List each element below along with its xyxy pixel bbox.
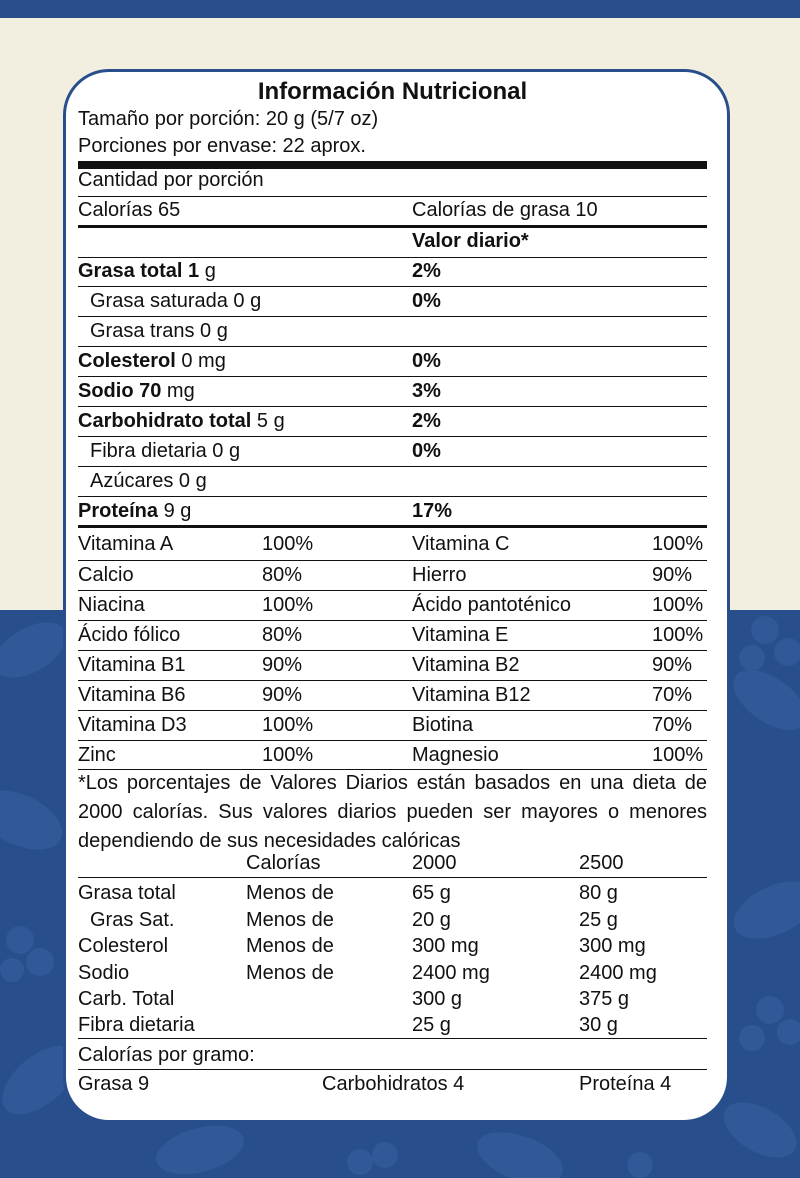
rule (78, 1038, 707, 1039)
vitamin-name: Vitamina B12 (412, 684, 531, 706)
nutrient-cholesterol-rest: 0 mg (175, 350, 226, 372)
rule-thick (78, 225, 707, 228)
nutrient-protein-bold: Proteína (78, 500, 159, 522)
vitamin-name: Ácido pantoténico (412, 594, 572, 616)
daily-value-header: Valor diario* (412, 230, 529, 252)
nutrient-sat-fat-dv: 0% (412, 290, 441, 312)
rule (78, 346, 707, 347)
vitamin-value: 100% (652, 624, 704, 646)
nutrient-fat-dv: 2% (412, 260, 441, 282)
vitamin-name: Calcio (78, 564, 134, 586)
reference-row-2000: 300 mg (412, 935, 479, 957)
vitamin-name: Vitamina A (78, 533, 174, 555)
reference-row-2000: 300 g (412, 988, 463, 1010)
vitamin-name: Niacina (78, 594, 145, 616)
nutrient-protein-rest: 9 g (158, 500, 192, 522)
nutrient-sugars: Azúcares 0 g (90, 470, 207, 492)
calories-per-gram-carbs: Carbohidratos 4 (322, 1073, 465, 1095)
nutrient-cholesterol-bold: Colesterol (78, 350, 176, 372)
reference-row-2500: 80 g (579, 882, 618, 904)
vitamin-name: Vitamina C (412, 533, 510, 555)
nutrient-sodium (78, 380, 195, 402)
rule (78, 1069, 707, 1070)
calories-per-gram-fat: Grasa 9 (78, 1073, 150, 1095)
reference-row-2500: 25 g (579, 909, 618, 931)
serving-size: Tamaño por porción: 20 g (5/7 oz) (78, 108, 379, 130)
vitamin-value: 100% (262, 594, 314, 616)
vitamin-value: 100% (262, 744, 314, 766)
vitamin-value: 100% (652, 533, 704, 555)
vitamin-value: 80% (262, 564, 303, 586)
rule (78, 710, 707, 711)
nutrient-carbs-bold: Carbohidrato total (78, 410, 252, 432)
reference-row-2500: 375 g (579, 988, 630, 1010)
vitamin-name: Vitamina E (412, 624, 509, 646)
nutrient-carbs (78, 410, 285, 432)
rule (78, 316, 707, 317)
vitamin-value: 100% (262, 714, 314, 736)
vitamin-value: 90% (262, 684, 303, 706)
vitamin-name: Vitamina D3 (78, 714, 187, 736)
nutrition-table (78, 72, 707, 1120)
rule (78, 496, 707, 497)
nutrient-sat-fat: Grasa saturada 0 g (90, 290, 262, 312)
rule (78, 877, 707, 878)
nutrient-sodium-bold: Sodio 70 (78, 380, 162, 402)
servings-per-container: Porciones por envase: 22 aprox. (78, 135, 366, 157)
reference-row-2500: 2400 mg (579, 962, 657, 984)
calories-per-gram-protein: Proteína 4 (579, 1073, 672, 1095)
reference-header-2500: 2500 (579, 852, 624, 874)
nutrient-cholesterol-dv: 0% (412, 350, 441, 372)
vitamin-value: 100% (652, 594, 704, 616)
vitamin-name: Vitamina B2 (412, 654, 520, 676)
vitamin-name: Vitamina B6 (78, 684, 186, 706)
rule (78, 590, 707, 591)
panel-title: Información Nutricional (257, 78, 528, 105)
vitamin-name: Ácido fólico (78, 624, 181, 646)
rule (78, 286, 707, 287)
rule-heavy (78, 161, 707, 169)
rule (78, 620, 707, 621)
reference-row-name: Fibra dietaria (78, 1014, 195, 1036)
vitamin-value: 70% (652, 714, 693, 736)
vitamin-value: 90% (262, 654, 303, 676)
reference-row-name: Grasa total (78, 882, 176, 904)
rule (78, 650, 707, 651)
nutrient-cholesterol (78, 350, 226, 372)
nutrition-facts-panel (63, 69, 730, 1123)
top-band (0, 0, 800, 18)
rule (78, 257, 707, 258)
reference-row-qualifier: Menos de (246, 882, 334, 904)
nutrient-trans-fat: Grasa trans 0 g (90, 320, 228, 342)
reference-row-2000: 2400 mg (412, 962, 490, 984)
vitamin-name: Vitamina B1 (78, 654, 186, 676)
vitamin-name: Hierro (412, 564, 467, 586)
rule (78, 436, 707, 437)
nutrient-fiber: Fibra dietaria 0 g (90, 440, 241, 462)
nutrient-carbs-rest: 5 g (251, 410, 285, 432)
reference-row-2500: 30 g (579, 1014, 618, 1036)
calories-from-fat: Calorías de grasa 10 (412, 199, 598, 221)
vitamin-name: Magnesio (412, 744, 499, 766)
nutrient-protein-dv: 17% (412, 500, 453, 522)
nutrient-sodium-rest: mg (161, 380, 195, 402)
vitamin-value: 70% (652, 684, 693, 706)
rule (78, 376, 707, 377)
rule-thick (78, 525, 707, 528)
nutrient-fat-rest: g (199, 260, 216, 282)
vitamin-value: 100% (652, 744, 704, 766)
amount-per-serving: Cantidad por porción (78, 169, 264, 191)
rule (78, 680, 707, 681)
reference-row-qualifier: Menos de (246, 962, 334, 984)
vitamin-value: 90% (652, 654, 693, 676)
rule (78, 740, 707, 741)
rule (78, 560, 707, 561)
nutrient-protein (78, 500, 191, 522)
reference-row-2000: 65 g (412, 882, 451, 904)
calories: Calorías 65 (78, 199, 181, 221)
vitamin-value: 80% (262, 624, 303, 646)
reference-row-name: Carb. Total (78, 988, 175, 1010)
nutrient-fiber-dv: 0% (412, 440, 441, 462)
footnote: *Los porcentajes de Valores Diarios están basados en una dieta de 2000 calorías. Sus valores diarios pueden ser mayores o menores dependiendo de sus necesidades calóricas (78, 772, 707, 852)
calories-per-gram-label: Calorías por gramo: (78, 1044, 255, 1066)
nutrient-sodium-dv: 3% (412, 380, 441, 402)
rule (78, 466, 707, 467)
reference-row-name: Colesterol (78, 935, 169, 957)
reference-row-name: Gras Sat. (90, 909, 175, 931)
rule (78, 406, 707, 407)
vitamin-name: Biotina (412, 714, 474, 736)
reference-header-label: Calorías (246, 852, 321, 874)
vitamin-name: Zinc (78, 744, 116, 766)
reference-row-qualifier: Menos de (246, 935, 334, 957)
reference-row-qualifier: Menos de (246, 909, 334, 931)
nutrient-fat (78, 260, 216, 282)
reference-row-name: Sodio (78, 962, 130, 984)
vitamin-value: 100% (262, 533, 314, 555)
vitamin-value: 90% (652, 564, 693, 586)
rule (78, 196, 707, 197)
nutrient-fat-bold: Grasa total 1 (78, 260, 200, 282)
reference-header-2000: 2000 (412, 852, 457, 874)
reference-row-2000: 25 g (412, 1014, 451, 1036)
reference-row-2000: 20 g (412, 909, 451, 931)
reference-row-2500: 300 mg (579, 935, 646, 957)
nutrient-carbs-dv: 2% (412, 410, 441, 432)
